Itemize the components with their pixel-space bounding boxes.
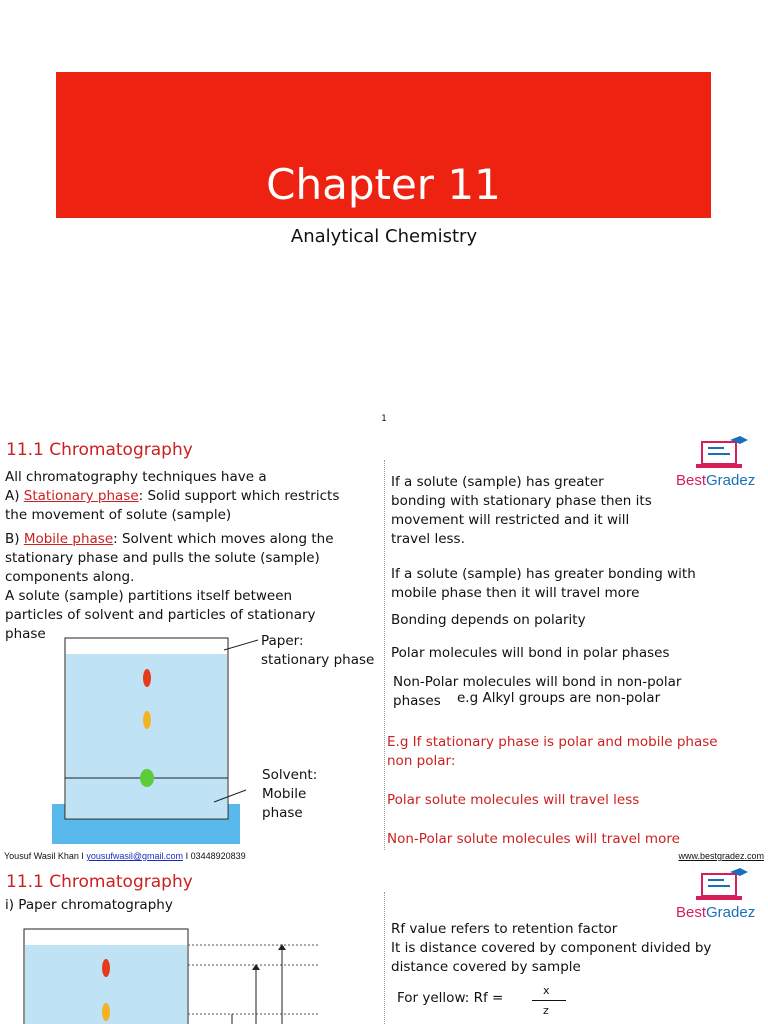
right-p3: Bonding depends on polarity — [391, 612, 586, 628]
solvent-label-1: Solvent: — [262, 767, 318, 783]
stationary-phase-def-2: the movement of solute (sample) — [5, 507, 232, 523]
logo-wordmark-2 — [676, 904, 755, 921]
logo-wordmark — [676, 472, 755, 489]
paper-chromatography-diagram — [20, 926, 330, 1024]
red-spot-2 — [102, 959, 110, 977]
yellow-spot — [143, 711, 151, 729]
mobile-phase-def-2: stationary phase and pulls the solute (sample) — [5, 550, 320, 566]
laptop-graduation-icon-2 — [690, 868, 750, 906]
paper-label-2: stationary phase — [261, 652, 375, 668]
right-p2-line1: If a solute (sample) has greater bonding with — [391, 566, 696, 582]
mobile-phase-term: Mobile phase — [23, 531, 114, 547]
logo-best: Best — [676, 472, 707, 489]
partition-line-1: A solute (sample) partitions itself between — [5, 588, 293, 604]
right-p4: Polar molecules will bond in polar phases — [391, 645, 670, 661]
rf-denominator: z — [543, 1004, 549, 1017]
green-spot — [140, 769, 154, 787]
page-number: 1 — [381, 414, 387, 424]
rf-line-1: Rf value refers to retention factor — [391, 921, 618, 937]
stationary-phase-term: Stationary phase — [23, 488, 139, 504]
slide2-subheading: i) Paper chromatography — [5, 897, 173, 913]
mobile-phase-line — [5, 530, 334, 550]
footer-phone: I 03448920839 — [183, 851, 246, 861]
right-p5-line1: Non-Polar molecules will bond in non-polar — [393, 674, 682, 690]
partition-line-2: particles of solvent and particles of stationary — [5, 607, 316, 623]
column-divider-2 — [384, 892, 385, 1024]
label-b: B) — [5, 531, 24, 547]
rf-line-2: It is distance covered by component divided by — [391, 940, 712, 956]
paper-label-1: Paper: — [261, 633, 304, 649]
right-p5-line2a: phases — [393, 693, 441, 709]
red-polar-line: Polar solute molecules will travel less — [387, 792, 640, 808]
red-nonpolar-line: Non-Polar solute molecules will travel more — [387, 831, 680, 847]
partition-line-3: phase — [5, 626, 46, 642]
red-example-line2: non polar: — [387, 753, 456, 769]
right-p1-line2: bonding with stationary phase then its — [391, 493, 652, 509]
intro-text: All chromatography techniques have a — [5, 469, 267, 485]
footer-email-link[interactable]: yousufwasil@gmail.com — [86, 851, 184, 861]
chapter-title: Chapter 11 — [266, 160, 501, 209]
label-a: A) — [5, 488, 24, 504]
logo-gradez: Gradez — [706, 472, 756, 489]
red-example-line1: E.g If stationary phase is polar and mobile phase — [387, 734, 718, 750]
yellow-spot-2 — [102, 1003, 110, 1021]
stationary-phase-def: : Solid support which restricts — [138, 488, 340, 504]
slide1-heading: 11.1 Chromatography — [6, 440, 193, 460]
logo-best-2: Best — [676, 904, 707, 921]
right-p1-line3: movement will restricted and it will — [391, 512, 630, 528]
column-divider — [384, 460, 385, 850]
logo-gradez-2: Gradez — [706, 904, 756, 921]
footer-website-link[interactable]: www.bestgradez.com — [678, 851, 764, 861]
rf-formula-label: For yellow: Rf = — [397, 990, 504, 1006]
mobile-phase-def: : Solvent which moves along the — [113, 531, 334, 547]
footer-contact — [4, 851, 246, 861]
right-p1-line4: travel less. — [391, 531, 465, 547]
right-p5-line2b: e.g Alkyl groups are non-polar — [457, 690, 661, 706]
right-p1-line1: If a solute (sample) has greater — [391, 474, 604, 490]
solvent-label-3: phase — [262, 805, 303, 821]
rf-line-3: distance covered by sample — [391, 959, 581, 975]
solvent-label-2: Mobile — [262, 786, 307, 802]
mobile-phase-def-3: components along. — [5, 569, 135, 585]
right-p2-line2: mobile phase then it will travel more — [391, 585, 640, 601]
rf-fraction-bar — [532, 1000, 566, 1001]
red-spot — [143, 669, 151, 687]
stationary-phase-line — [5, 487, 339, 507]
laptop-graduation-icon — [690, 436, 750, 474]
footer-name: Yousuf Wasil Khan I — [4, 851, 87, 861]
chapter-subtitle: Analytical Chemistry — [290, 226, 478, 247]
rf-numerator: x — [543, 984, 550, 997]
paper-arrow — [224, 640, 258, 650]
slide2-heading: 11.1 Chromatography — [6, 872, 193, 892]
